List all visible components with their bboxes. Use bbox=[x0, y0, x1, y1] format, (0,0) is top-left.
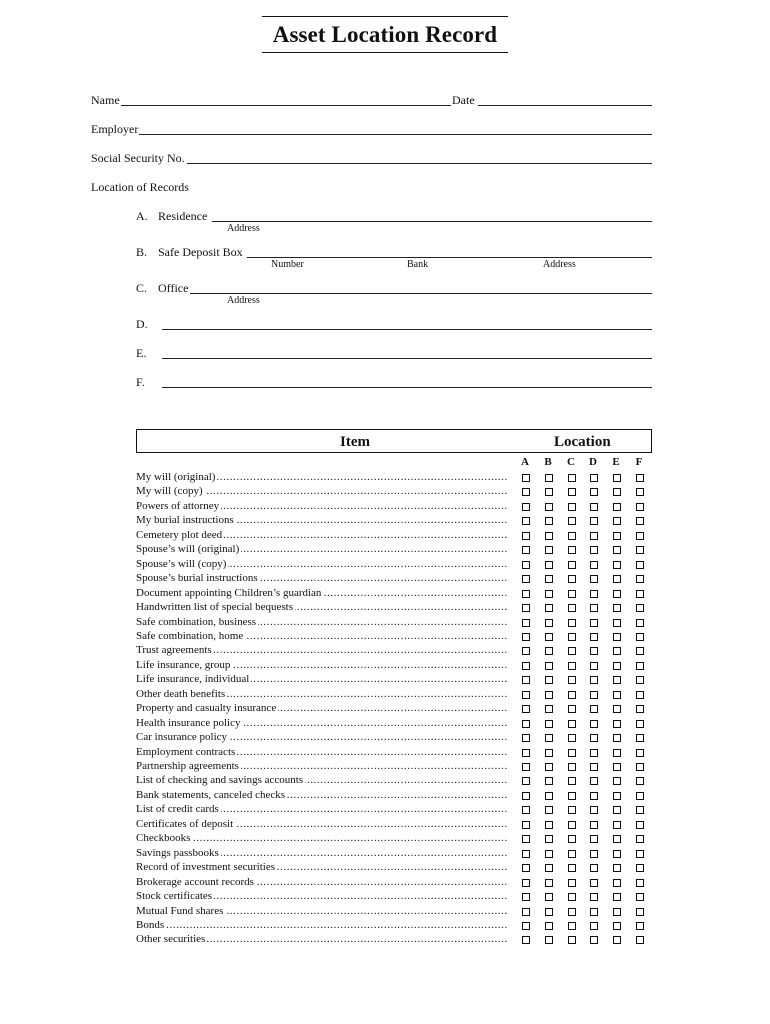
item-label: Savings passbooks ..... bbox=[136, 847, 508, 860]
location-checkbox-e[interactable] bbox=[613, 532, 621, 540]
extra-f-letter: F. bbox=[136, 375, 145, 389]
location-checkbox-c[interactable] bbox=[568, 619, 576, 627]
location-checkbox-d[interactable] bbox=[590, 908, 598, 916]
location-checkbox-c[interactable] bbox=[568, 546, 576, 554]
location-checkbox-a[interactable] bbox=[522, 777, 530, 785]
location-checkbox-e[interactable] bbox=[613, 676, 621, 684]
date-label: Date bbox=[452, 93, 475, 107]
item-label: My burial instructions ..... bbox=[136, 514, 508, 527]
location-checkbox-e[interactable] bbox=[613, 705, 621, 713]
location-checkbox-a[interactable] bbox=[522, 821, 530, 829]
location-checkbox-d[interactable] bbox=[590, 691, 598, 699]
location-checkbox-e[interactable] bbox=[613, 503, 621, 511]
item-label: List of checking and savings accounts ..... bbox=[136, 774, 508, 787]
location-checkbox-f[interactable] bbox=[636, 488, 644, 496]
location-checkbox-c[interactable] bbox=[568, 561, 576, 569]
column-letter-b: B bbox=[544, 456, 552, 468]
location-checkbox-c[interactable] bbox=[568, 532, 576, 540]
location-checkbox-f[interactable] bbox=[636, 647, 644, 655]
location-checkbox-d[interactable] bbox=[590, 850, 598, 858]
column-letter-f: F bbox=[635, 456, 643, 468]
item-label: Safe combination, business ..... bbox=[136, 616, 508, 629]
location-checkbox-a[interactable] bbox=[522, 575, 530, 583]
location-checkbox-f[interactable] bbox=[636, 850, 644, 858]
location-checkbox-f[interactable] bbox=[636, 908, 644, 916]
location-checkbox-b[interactable] bbox=[545, 792, 553, 800]
location-checkbox-f[interactable] bbox=[636, 474, 644, 482]
item-label: Employment contracts ..... bbox=[136, 746, 508, 759]
location-checkbox-d[interactable] bbox=[590, 749, 598, 757]
employer-label: Employer bbox=[91, 122, 139, 136]
ssn-field[interactable] bbox=[187, 163, 652, 164]
location-checkbox-d[interactable] bbox=[590, 546, 598, 554]
location-checkbox-b[interactable] bbox=[545, 893, 553, 901]
location-checkbox-c[interactable] bbox=[568, 936, 576, 944]
safe-deposit-label: Safe Deposit Box bbox=[158, 245, 243, 259]
location-checkbox-d[interactable] bbox=[590, 763, 598, 771]
location-checkbox-d[interactable] bbox=[590, 835, 598, 843]
location-checkbox-f[interactable] bbox=[636, 590, 644, 598]
location-checkbox-a[interactable] bbox=[522, 864, 530, 872]
title-rule-bottom bbox=[262, 52, 508, 53]
item-label: Safe combination, home ..... bbox=[136, 630, 508, 643]
location-checkbox-e[interactable] bbox=[613, 517, 621, 525]
location-checkbox-e[interactable] bbox=[613, 662, 621, 670]
location-of-records-label: Location of Records bbox=[91, 180, 189, 194]
office-letter: C. bbox=[136, 281, 148, 295]
location-checkbox-e[interactable] bbox=[613, 633, 621, 641]
location-checkbox-d[interactable] bbox=[590, 936, 598, 944]
location-checkbox-a[interactable] bbox=[522, 488, 530, 496]
location-checkbox-d[interactable] bbox=[590, 532, 598, 540]
item-label: Stock certificates ..... bbox=[136, 890, 508, 903]
location-checkbox-d[interactable] bbox=[590, 806, 598, 814]
location-checkbox-a[interactable] bbox=[522, 936, 530, 944]
item-label: Spouse’s burial instructions ..... bbox=[136, 572, 508, 585]
office-field[interactable] bbox=[190, 293, 652, 294]
location-checkbox-d[interactable] bbox=[590, 503, 598, 511]
location-checkbox-b[interactable] bbox=[545, 864, 553, 872]
location-checkbox-f[interactable] bbox=[636, 561, 644, 569]
location-checkbox-e[interactable] bbox=[613, 908, 621, 916]
location-checkbox-c[interactable] bbox=[568, 676, 576, 684]
location-checkbox-d[interactable] bbox=[590, 575, 598, 583]
location-checkbox-a[interactable] bbox=[522, 763, 530, 771]
location-checkbox-b[interactable] bbox=[545, 922, 553, 930]
location-checkbox-f[interactable] bbox=[636, 864, 644, 872]
item-label: Life insurance, individual ..... bbox=[136, 673, 508, 686]
location-checkbox-b[interactable] bbox=[545, 488, 553, 496]
location-checkbox-a[interactable] bbox=[522, 474, 530, 482]
extra-e-letter: E. bbox=[136, 346, 147, 360]
location-checkbox-a[interactable] bbox=[522, 749, 530, 757]
location-checkbox-c[interactable] bbox=[568, 691, 576, 699]
location-checkbox-c[interactable] bbox=[568, 575, 576, 583]
location-checkbox-b[interactable] bbox=[545, 575, 553, 583]
location-checkbox-f[interactable] bbox=[636, 835, 644, 843]
location-checkbox-b[interactable] bbox=[545, 503, 553, 511]
location-checkbox-b[interactable] bbox=[545, 835, 553, 843]
location-checkbox-d[interactable] bbox=[590, 590, 598, 598]
item-label: My will (original) ..... bbox=[136, 471, 508, 484]
location-checkbox-f[interactable] bbox=[636, 503, 644, 511]
item-label: Brokerage account records ..... bbox=[136, 876, 508, 889]
location-checkbox-e[interactable] bbox=[613, 590, 621, 598]
location-checkbox-d[interactable] bbox=[590, 662, 598, 670]
form-title: Asset Location Record bbox=[272, 22, 498, 47]
location-checkbox-f[interactable] bbox=[636, 821, 644, 829]
location-checkbox-c[interactable] bbox=[568, 792, 576, 800]
location-checkbox-f[interactable] bbox=[636, 806, 644, 814]
location-checkbox-d[interactable] bbox=[590, 821, 598, 829]
residence-label: Residence bbox=[158, 209, 208, 223]
location-checkbox-f[interactable] bbox=[636, 517, 644, 525]
item-label: Property and casualty insurance ..... bbox=[136, 702, 508, 715]
location-checkbox-a[interactable] bbox=[522, 720, 530, 728]
location-checkbox-a[interactable] bbox=[522, 922, 530, 930]
location-checkbox-f[interactable] bbox=[636, 777, 644, 785]
location-checkbox-d[interactable] bbox=[590, 633, 598, 641]
location-checkbox-c[interactable] bbox=[568, 749, 576, 757]
location-checkbox-a[interactable] bbox=[522, 561, 530, 569]
location-checkbox-a[interactable] bbox=[522, 662, 530, 670]
location-checkbox-c[interactable] bbox=[568, 474, 576, 482]
location-checkbox-d[interactable] bbox=[590, 619, 598, 627]
location-checkbox-d[interactable] bbox=[590, 734, 598, 742]
location-checkbox-c[interactable] bbox=[568, 922, 576, 930]
location-checkbox-e[interactable] bbox=[613, 474, 621, 482]
ssn-label: Social Security No. bbox=[91, 151, 185, 165]
location-checkbox-c[interactable] bbox=[568, 879, 576, 887]
location-checkbox-e[interactable] bbox=[613, 879, 621, 887]
item-label: Document appointing Children’s guardian ..... bbox=[136, 587, 508, 600]
safe-deposit-field[interactable] bbox=[247, 257, 652, 258]
location-checkbox-a[interactable] bbox=[522, 532, 530, 540]
location-checkbox-c[interactable] bbox=[568, 835, 576, 843]
location-checkbox-b[interactable] bbox=[545, 662, 553, 670]
location-checkbox-f[interactable] bbox=[636, 936, 644, 944]
location-checkbox-b[interactable] bbox=[545, 908, 553, 916]
residence-address-caption: Address bbox=[227, 223, 260, 234]
location-checkbox-b[interactable] bbox=[545, 705, 553, 713]
column-letter-a: A bbox=[521, 456, 529, 468]
location-checkbox-e[interactable] bbox=[613, 936, 621, 944]
item-label: Car insurance policy ..... bbox=[136, 731, 508, 744]
location-checkbox-f[interactable] bbox=[636, 792, 644, 800]
location-checkbox-e[interactable] bbox=[613, 647, 621, 655]
item-label: Other death benefits ..... bbox=[136, 688, 508, 701]
location-checkbox-d[interactable] bbox=[590, 676, 598, 684]
location-checkbox-e[interactable] bbox=[613, 546, 621, 554]
location-checkbox-b[interactable] bbox=[545, 879, 553, 887]
location-checkbox-b[interactable] bbox=[545, 720, 553, 728]
location-checkbox-f[interactable] bbox=[636, 676, 644, 684]
location-checkbox-e[interactable] bbox=[613, 777, 621, 785]
location-checkbox-d[interactable] bbox=[590, 604, 598, 612]
location-checkbox-a[interactable] bbox=[522, 893, 530, 901]
item-label: Trust agreements ..... bbox=[136, 644, 508, 657]
location-checkbox-a[interactable] bbox=[522, 835, 530, 843]
title-rule-top bbox=[262, 16, 508, 17]
location-checkbox-f[interactable] bbox=[636, 763, 644, 771]
location-checkbox-b[interactable] bbox=[545, 633, 553, 641]
location-checkbox-f[interactable] bbox=[636, 922, 644, 930]
item-label: Checkbooks ..... bbox=[136, 832, 508, 845]
location-checkbox-a[interactable] bbox=[522, 676, 530, 684]
item-label: Spouse’s will (copy) ..... bbox=[136, 558, 508, 571]
location-checkbox-c[interactable] bbox=[568, 705, 576, 713]
location-checkbox-c[interactable] bbox=[568, 590, 576, 598]
item-label: Life insurance, group ..... bbox=[136, 659, 508, 672]
item-label: Mutual Fund shares ..... bbox=[136, 905, 508, 918]
location-checkbox-e[interactable] bbox=[613, 763, 621, 771]
location-checkbox-c[interactable] bbox=[568, 850, 576, 858]
location-checkbox-e[interactable] bbox=[613, 850, 621, 858]
location-checkbox-d[interactable] bbox=[590, 488, 598, 496]
location-checkbox-d[interactable] bbox=[590, 647, 598, 655]
item-label: Partnership agreements ..... bbox=[136, 760, 508, 773]
location-checkbox-e[interactable] bbox=[613, 488, 621, 496]
location-checkbox-a[interactable] bbox=[522, 503, 530, 511]
location-checkbox-c[interactable] bbox=[568, 488, 576, 496]
location-checkbox-f[interactable] bbox=[636, 749, 644, 757]
location-checkbox-a[interactable] bbox=[522, 647, 530, 655]
location-checkbox-d[interactable] bbox=[590, 705, 598, 713]
location-checkbox-b[interactable] bbox=[545, 590, 553, 598]
safe-deposit-letter: B. bbox=[136, 245, 148, 259]
location-checkbox-f[interactable] bbox=[636, 575, 644, 583]
location-checkbox-c[interactable] bbox=[568, 604, 576, 612]
location-checkbox-c[interactable] bbox=[568, 777, 576, 785]
employer-field[interactable] bbox=[139, 134, 652, 135]
location-checkbox-e[interactable] bbox=[613, 734, 621, 742]
location-checkbox-e[interactable] bbox=[613, 922, 621, 930]
location-checkbox-f[interactable] bbox=[636, 532, 644, 540]
location-checkbox-e[interactable] bbox=[613, 604, 621, 612]
location-checkbox-d[interactable] bbox=[590, 922, 598, 930]
safe-deposit-number-caption: Number bbox=[271, 259, 304, 270]
location-checkbox-c[interactable] bbox=[568, 908, 576, 916]
location-checkbox-d[interactable] bbox=[590, 777, 598, 785]
location-checkbox-e[interactable] bbox=[613, 749, 621, 757]
location-checkbox-c[interactable] bbox=[568, 517, 576, 525]
location-checkbox-c[interactable] bbox=[568, 720, 576, 728]
column-letter-d: D bbox=[589, 456, 597, 468]
location-checkbox-b[interactable] bbox=[545, 749, 553, 757]
item-label: Cemetery plot deed ..... bbox=[136, 529, 508, 542]
item-label: Spouse’s will (original) ..... bbox=[136, 543, 508, 556]
office-address-caption: Address bbox=[227, 295, 260, 306]
item-label: Bonds ..... bbox=[136, 919, 508, 932]
location-checkbox-b[interactable] bbox=[545, 691, 553, 699]
location-checkbox-c[interactable] bbox=[568, 864, 576, 872]
location-checkbox-f[interactable] bbox=[636, 893, 644, 901]
location-checkbox-a[interactable] bbox=[522, 850, 530, 858]
location-checkbox-a[interactable] bbox=[522, 705, 530, 713]
date-field[interactable] bbox=[478, 105, 652, 106]
location-checkbox-e[interactable] bbox=[613, 575, 621, 583]
item-label: List of credit cards ..... bbox=[136, 803, 508, 816]
item-label: Other securities ..... bbox=[136, 933, 508, 946]
item-label: Handwritten list of special bequests ..... bbox=[136, 601, 508, 614]
location-checkbox-e[interactable] bbox=[613, 619, 621, 627]
location-checkbox-a[interactable] bbox=[522, 792, 530, 800]
location-checkbox-a[interactable] bbox=[522, 604, 530, 612]
location-checkbox-e[interactable] bbox=[613, 864, 621, 872]
location-checkbox-b[interactable] bbox=[545, 474, 553, 482]
location-checkbox-a[interactable] bbox=[522, 691, 530, 699]
location-checkbox-a[interactable] bbox=[522, 879, 530, 887]
location-checkbox-d[interactable] bbox=[590, 792, 598, 800]
location-checkbox-d[interactable] bbox=[590, 561, 598, 569]
location-checkbox-d[interactable] bbox=[590, 517, 598, 525]
location-checkbox-c[interactable] bbox=[568, 763, 576, 771]
item-label: Certificates of deposit ..... bbox=[136, 818, 508, 831]
location-checkbox-b[interactable] bbox=[545, 850, 553, 858]
location-checkbox-b[interactable] bbox=[545, 676, 553, 684]
location-checkbox-f[interactable] bbox=[636, 720, 644, 728]
location-checkbox-a[interactable] bbox=[522, 517, 530, 525]
location-checkbox-b[interactable] bbox=[545, 806, 553, 814]
item-label: Bank statements, canceled checks ..... bbox=[136, 789, 508, 802]
location-checkbox-f[interactable] bbox=[636, 619, 644, 627]
location-checkbox-f[interactable] bbox=[636, 691, 644, 699]
location-checkbox-a[interactable] bbox=[522, 633, 530, 641]
item-label: Health insurance policy ..... bbox=[136, 717, 508, 730]
location-checkbox-c[interactable] bbox=[568, 821, 576, 829]
location-checkbox-d[interactable] bbox=[590, 720, 598, 728]
location-checkbox-e[interactable] bbox=[613, 792, 621, 800]
location-checkbox-a[interactable] bbox=[522, 619, 530, 627]
safe-deposit-bank-caption: Bank bbox=[407, 259, 429, 270]
location-checkbox-b[interactable] bbox=[545, 763, 553, 771]
location-checkbox-b[interactable] bbox=[545, 777, 553, 785]
location-checkbox-b[interactable] bbox=[545, 532, 553, 540]
location-checkbox-a[interactable] bbox=[522, 806, 530, 814]
location-checkbox-b[interactable] bbox=[545, 936, 553, 944]
location-checkbox-b[interactable] bbox=[545, 619, 553, 627]
name-field[interactable] bbox=[121, 105, 451, 106]
location-checkbox-c[interactable] bbox=[568, 503, 576, 511]
location-checkbox-b[interactable] bbox=[545, 647, 553, 655]
location-checkbox-a[interactable] bbox=[522, 590, 530, 598]
item-header: Item bbox=[340, 434, 370, 450]
location-checkbox-f[interactable] bbox=[636, 546, 644, 554]
location-checkbox-f[interactable] bbox=[636, 662, 644, 670]
location-checkbox-d[interactable] bbox=[590, 474, 598, 482]
item-label: Powers of attorney ..... bbox=[136, 500, 508, 513]
location-checkbox-f[interactable] bbox=[636, 734, 644, 742]
location-checkbox-d[interactable] bbox=[590, 879, 598, 887]
safe-deposit-address-caption: Address bbox=[543, 259, 576, 270]
location-checkbox-c[interactable] bbox=[568, 662, 576, 670]
location-checkbox-e[interactable] bbox=[613, 821, 621, 829]
location-checkbox-f[interactable] bbox=[636, 604, 644, 612]
location-checkbox-c[interactable] bbox=[568, 734, 576, 742]
location-checkbox-f[interactable] bbox=[636, 705, 644, 713]
location-checkbox-c[interactable] bbox=[568, 806, 576, 814]
location-checkbox-e[interactable] bbox=[613, 806, 621, 814]
location-checkbox-e[interactable] bbox=[613, 561, 621, 569]
location-checkbox-c[interactable] bbox=[568, 647, 576, 655]
location-checkbox-c[interactable] bbox=[568, 893, 576, 901]
name-label: Name bbox=[91, 93, 120, 107]
location-checkbox-e[interactable] bbox=[613, 835, 621, 843]
location-checkbox-d[interactable] bbox=[590, 864, 598, 872]
extra-d-field[interactable] bbox=[162, 329, 652, 330]
location-checkbox-a[interactable] bbox=[522, 734, 530, 742]
location-checkbox-e[interactable] bbox=[613, 720, 621, 728]
location-checkbox-b[interactable] bbox=[545, 604, 553, 612]
location-checkbox-b[interactable] bbox=[545, 546, 553, 554]
location-checkbox-b[interactable] bbox=[545, 734, 553, 742]
location-checkbox-a[interactable] bbox=[522, 908, 530, 916]
extra-f-field[interactable] bbox=[162, 387, 652, 388]
residence-letter: A. bbox=[136, 209, 148, 223]
office-label: Office bbox=[158, 281, 189, 295]
location-checkbox-c[interactable] bbox=[568, 633, 576, 641]
location-header: Location bbox=[554, 434, 611, 450]
location-checkbox-f[interactable] bbox=[636, 633, 644, 641]
column-letter-e: E bbox=[612, 456, 620, 468]
location-checkbox-e[interactable] bbox=[613, 691, 621, 699]
extra-d-letter: D. bbox=[136, 317, 148, 331]
location-checkbox-a[interactable] bbox=[522, 546, 530, 554]
extra-e-field[interactable] bbox=[162, 358, 652, 359]
location-checkbox-b[interactable] bbox=[545, 517, 553, 525]
column-letter-c: C bbox=[567, 456, 575, 468]
residence-field[interactable] bbox=[212, 221, 652, 222]
location-checkbox-b[interactable] bbox=[545, 821, 553, 829]
location-checkbox-e[interactable] bbox=[613, 893, 621, 901]
location-checkbox-f[interactable] bbox=[636, 879, 644, 887]
location-checkbox-d[interactable] bbox=[590, 893, 598, 901]
item-label: Record of investment securities ..... bbox=[136, 861, 508, 874]
item-label: My will (copy) ..... bbox=[136, 485, 508, 498]
location-checkbox-b[interactable] bbox=[545, 561, 553, 569]
